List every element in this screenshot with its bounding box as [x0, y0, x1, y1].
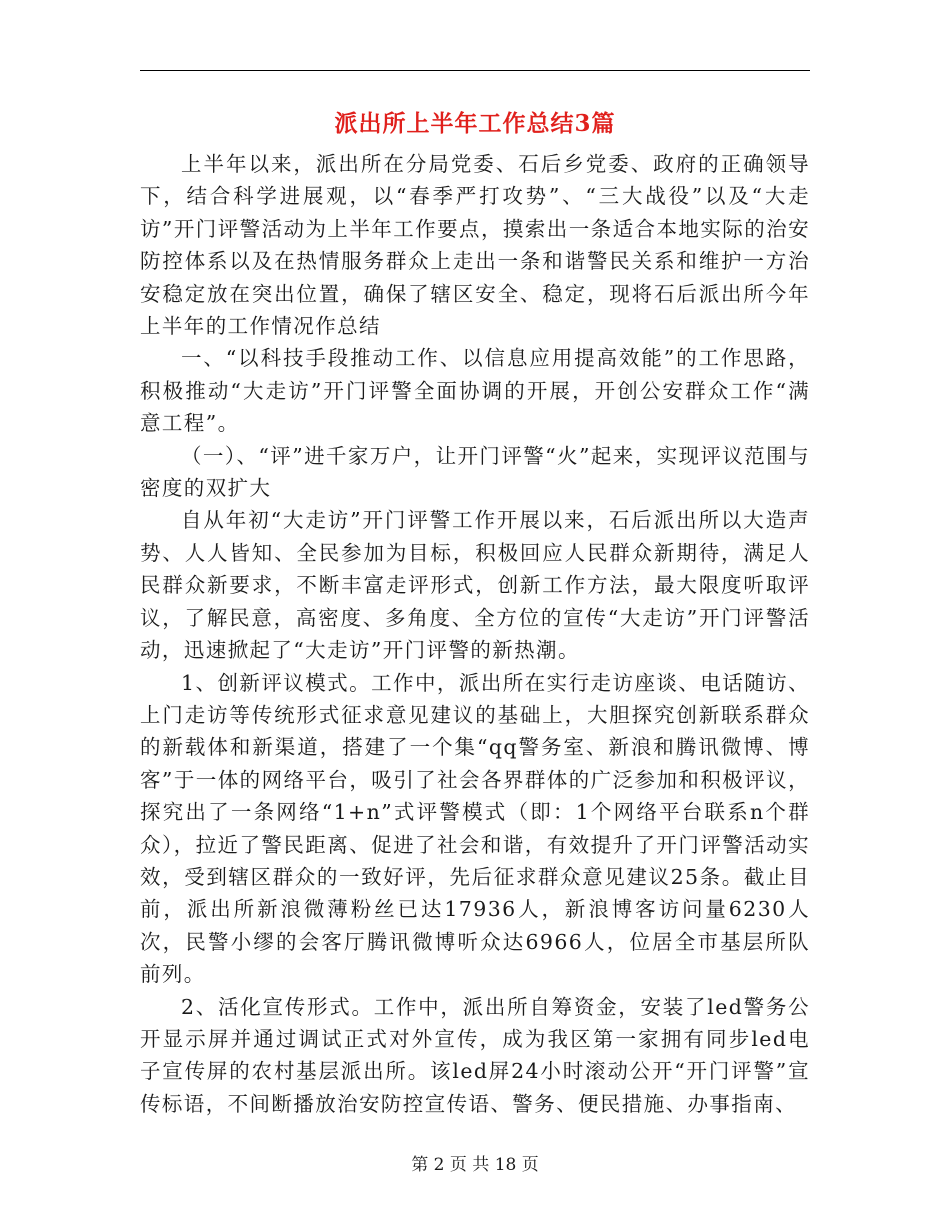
- paragraph-campaign: 自从年初“大走访”开门评警工作开展以来，石后派出所以大造声势、人人皆知、全民参加为目标，积极回应人民群众新期待，满足人民群众新要求，不断丰富走评形式，创新工作方法，最大限度听取评议，了解民意，高密度、多角度、全方位的宣传“大走访”开门评警活动，迅速掀起了“大走访”开门评警的新热潮。: [140, 508, 810, 663]
- paragraph-item-2: 2、活化宣传形式。工作中，派出所自筹资金，安装了led警务公开显示屏并通过调试正式对外宣传，成为我区第一家拥有同步led电子宣传屏的农村基层派出所。该led屏24小时滚动公开“开门评警”宣传标语，不间断播放治安防控宣传语、警务、便民措施、办事指南、: [140, 994, 810, 1116]
- document-body: [140, 148, 810, 1120]
- paragraph-item-1: 1、创新评议模式。工作中，派出所在实行走访座谈、电话随访、上门走访等传统形式征求意见建议的基础上，大胆探究创新联系群众的新载体和新渠道，搭建了一个集“qq警务室、新浪和腾讯微博、博客”于一体的网络平台，吸引了社会各界群体的广泛参加和积极评议，探究出了一条网络“1+n”式评警模式（即：1个网络平台联系n个群众），拉近了警民距离、促进了社会和谐，有效提升了开门评警活动实效，受到辖区群众的一致好评，先后征求群众意见建议25条。截止目前，派出所新浪微薄粉丝已达17936人，新浪博客访问量6230人次，民警小缪的会客厅腾讯微博听众达6966人，位居全市基层所队前列。: [140, 670, 810, 987]
- document-title: 派出所上半年工作总结3篇: [334, 110, 616, 137]
- page-footer: 第 2 页 共 18 页: [411, 1155, 539, 1175]
- paragraph-section-one: 一、“以科技手段推动工作、以信息应用提高效能”的工作思路，积极推动“大走访”开门评警全面协调的开展，开创公安群众工作“满意工程”。: [140, 346, 810, 436]
- paragraph-intro: 上半年以来，派出所在分局党委、石后乡党委、政府的正确领导下，结合科学进展观，以“春季严打攻势”、“三大战役”以及“大走访”开门评警活动为上半年工作要点，摸索出一条适合本地实际的治安防控体系以及在热情服务群众上走出一条和谐警民关系和维护一方治安稳定放在突出位置，确保了辖区安全、稳定，现将石后派出所今年上半年的工作情况作总结: [140, 152, 810, 339]
- paragraph-subsection-one: （一）、“评”进千家万户，让开门评警“火”起来，实现评议范围与密度的双扩大: [140, 443, 810, 501]
- header-rule: [140, 70, 810, 71]
